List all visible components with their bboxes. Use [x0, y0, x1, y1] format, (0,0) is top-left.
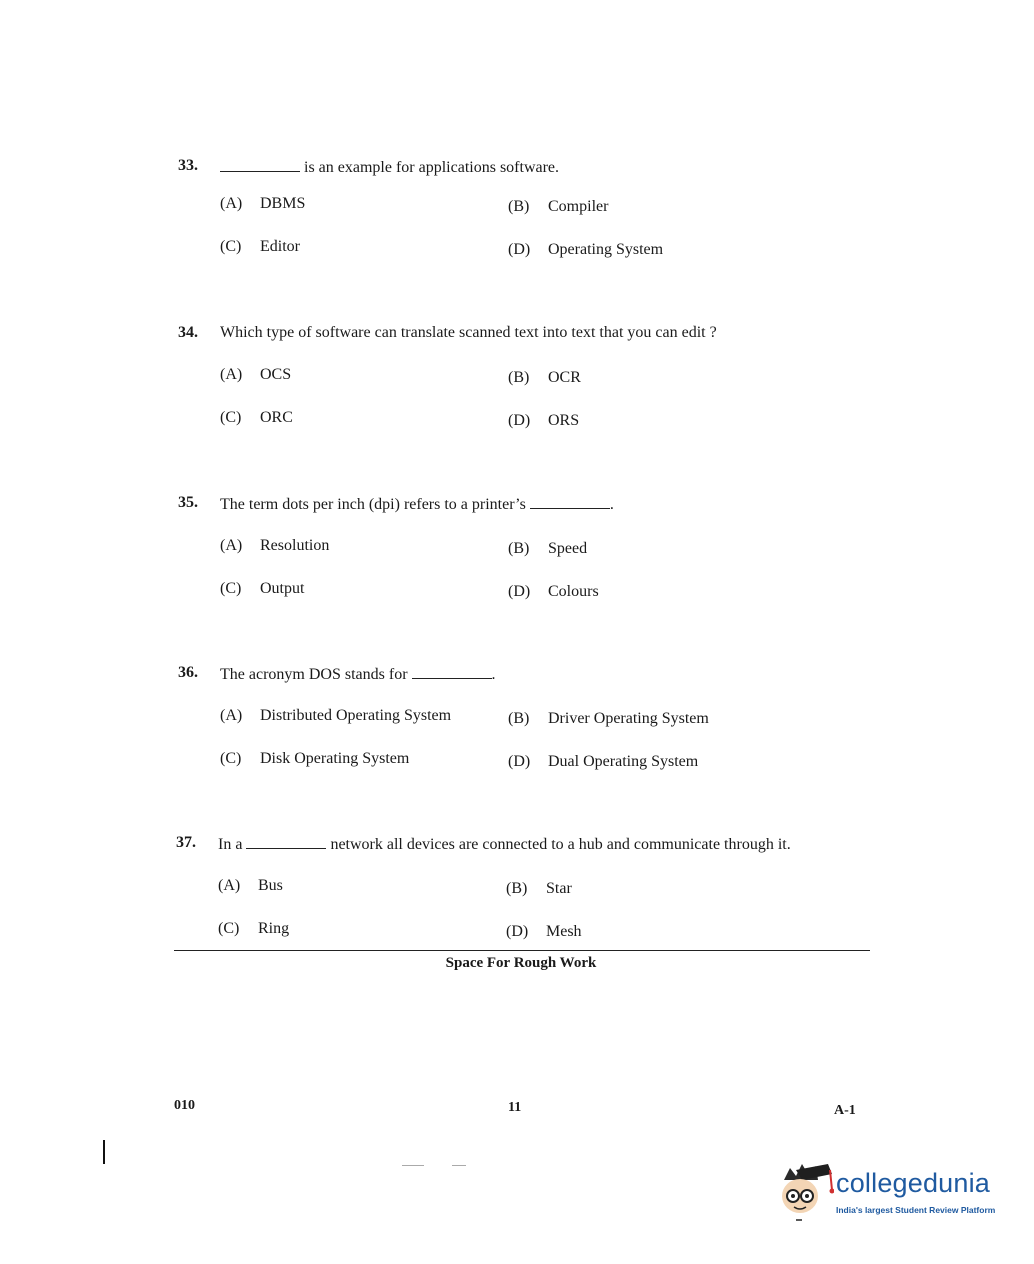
paper-code: 010	[174, 1098, 195, 1113]
option-c: (C) Editor	[220, 238, 300, 255]
answer-blank	[246, 834, 326, 849]
option-a: (A) Bus	[218, 877, 283, 894]
option-a: (A) DBMS	[220, 195, 306, 212]
option-b: (B) Star	[506, 880, 572, 897]
rough-work-heading: Space For Rough Work	[445, 955, 597, 971]
option-c: (C) Disk Operating System	[220, 750, 410, 767]
option-d: (D) Dual Operating System	[508, 753, 699, 770]
question-text: Which type of software can translate scanned text into text that you can edit ?	[220, 324, 717, 341]
question-number: 37.	[176, 834, 196, 851]
option-b: (B) Speed	[508, 540, 588, 557]
option-b: (B) Compiler	[508, 198, 609, 215]
question-number: 35.	[178, 494, 198, 511]
option-a: (A) Resolution	[220, 537, 330, 554]
answer-blank	[412, 664, 492, 679]
answer-blank	[220, 157, 300, 172]
brand-tagline: India's largest Student Review Platform	[836, 1205, 996, 1215]
question-text: The term dots per inch (dpi) refers to a printer’s .	[220, 496, 614, 513]
brand-name: collegedunia	[836, 1168, 991, 1198]
question-number: 34.	[178, 324, 198, 341]
question-number: 36.	[178, 664, 198, 681]
series-code: A-1	[834, 1103, 856, 1118]
option-d: (D) ORS	[508, 412, 580, 429]
answer-blank	[530, 494, 610, 509]
mascot-icon	[776, 1160, 834, 1224]
option-d: (D) Colours	[508, 583, 599, 600]
rough-work-divider	[174, 950, 870, 951]
question-number: 33.	[178, 157, 198, 174]
question-text: The acronym DOS stands for .	[220, 666, 496, 683]
option-c: (C) Output	[220, 580, 305, 597]
scan-mark	[103, 1140, 105, 1164]
scan-mark	[452, 1165, 466, 1166]
option-d: (D) Mesh	[506, 923, 582, 940]
collegedunia-logo	[776, 1160, 1006, 1226]
option-a: (A) OCS	[220, 366, 292, 383]
question-text: is an example for applications software.	[220, 157, 559, 177]
question-text: In a network all devices are connected to a hub and communicate through it.	[218, 836, 791, 853]
page-number: 11	[508, 1100, 522, 1115]
option-c: (C) Ring	[218, 920, 290, 937]
option-b: (B) Driver Operating System	[508, 710, 709, 727]
option-c: (C) ORC	[220, 409, 293, 426]
option-b: (B) OCR	[508, 369, 581, 386]
option-d: (D) Operating System	[508, 241, 664, 258]
option-a: (A) Distributed Operating System	[220, 707, 452, 724]
scan-mark	[402, 1165, 424, 1166]
